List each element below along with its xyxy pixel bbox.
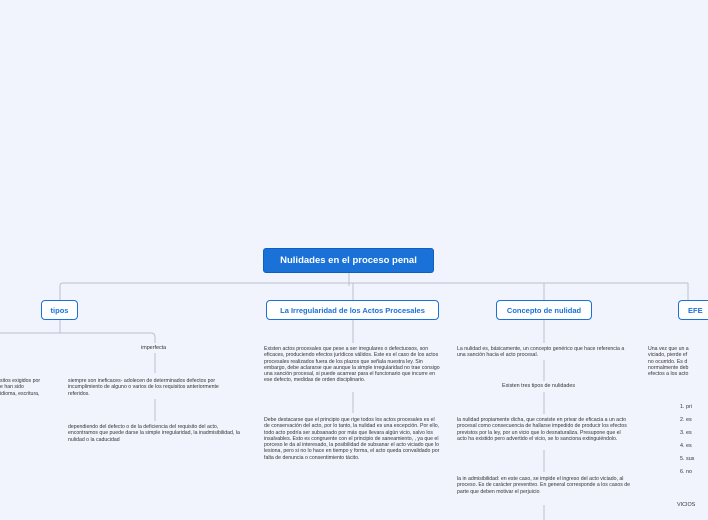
efectos-item-6: 6. no [680, 469, 692, 475]
imperfecta-text: siempre son ineficaces- adolecen de determinados defectos por incumplimiento de alguno o varios de los requisitos anteriormente referidos. [68, 378, 219, 397]
imperfecta-label: imperfecta [141, 345, 167, 351]
efectos-item-4: 4. es [680, 443, 692, 449]
concepto-text-3: la in admisibilidad: en este caso, se impide el ingreso del acto viciado, al proceso. Es de carácter preventivo. En general corresponde a los casos de parte que deben motivar el perjuicio [457, 476, 631, 495]
tres-tipos-label: Existen tres tipos de nulidades [502, 383, 576, 389]
efectos-item-2: 2. es [680, 417, 692, 423]
depend-text: dependiendo del defecto o de la deficiencia del requisito del acto, encontramos que puede darse la simple irregularidad, la inadmisibilidad, la nulidad o la caducidad [68, 424, 240, 443]
topic-bus [60, 283, 688, 300]
topic-irregularidad[interactable]: La Irregularidad de los Actos Procesales [266, 300, 439, 320]
tipos-bus [0, 333, 155, 343]
topic-tipos[interactable]: tipos [41, 300, 78, 320]
irregularidad-text-1: Existen actos procesales que pese a ser irregulares o defectuosos, son eficaces, produciendo efectos jurídicos válidos. Este es el caso de los actos procesales realizados fuera de los plazos que señala nuestra ley. Sin embargo, debe aclararse que aunque la simple irregularidad no trae consigo una sanción procesal, si puede acarrear para el funcionario que incurre en ese defecto, medidas de orden disciplinario. [264, 346, 440, 384]
topic-efectos[interactable]: EFE [678, 300, 708, 320]
efectos-item-5: 5. sus [680, 456, 695, 462]
irregularidad-text-2: Debe destacarse que el principio que rige todos los actos procesales es el de conservación del acto, por lo tanto, la nulidad es una excepción. Por ello, todo acto podría ser subsanado por más que llevara algún vicio, salvo los insalvables. Esto es congruente con el principio de saneamiento, , ya que el porceso le da al interesado, la posibilidad de subsanar el acto viciado que lo lesiona, pero si no lo hace en tiempo y forma, el acto queda convalidado por falta de denuncia o consentimiento tácito. [264, 417, 440, 461]
vicios-label: VICIOS [677, 502, 696, 508]
concepto-text-2: la nulidad propiamente dicha, que consiste en privar de eficacia a un acto procesal como consecuencia de hallarse impedido de producir los efectos previstos por la ley, por un vicio que lo desnaturaliza. Presupone que el acto ha existido pero advertido el vicio, se lo sanciona extinguiéndolo. [457, 417, 627, 442]
root-node[interactable]: Nulidades en el proceso penal [263, 248, 434, 273]
tipos-left-fragment: sitos exigidos por e han sido idioma, escritura, [0, 378, 41, 397]
efectos-item-3: 3. es [680, 430, 692, 436]
efectos-text-1: Una vez que un a viciado, pierde ef no ocurrido. Es d normalmente deb efectos a los acto [648, 346, 689, 378]
topic-concepto[interactable]: Concepto de nulidad [496, 300, 592, 320]
efectos-item-1: 1. pri [680, 404, 692, 410]
concepto-text-1: La nulidad es, básicamente, un concepto genérico que hace referencia a una sanción hacia el acto procesal. [457, 346, 625, 359]
